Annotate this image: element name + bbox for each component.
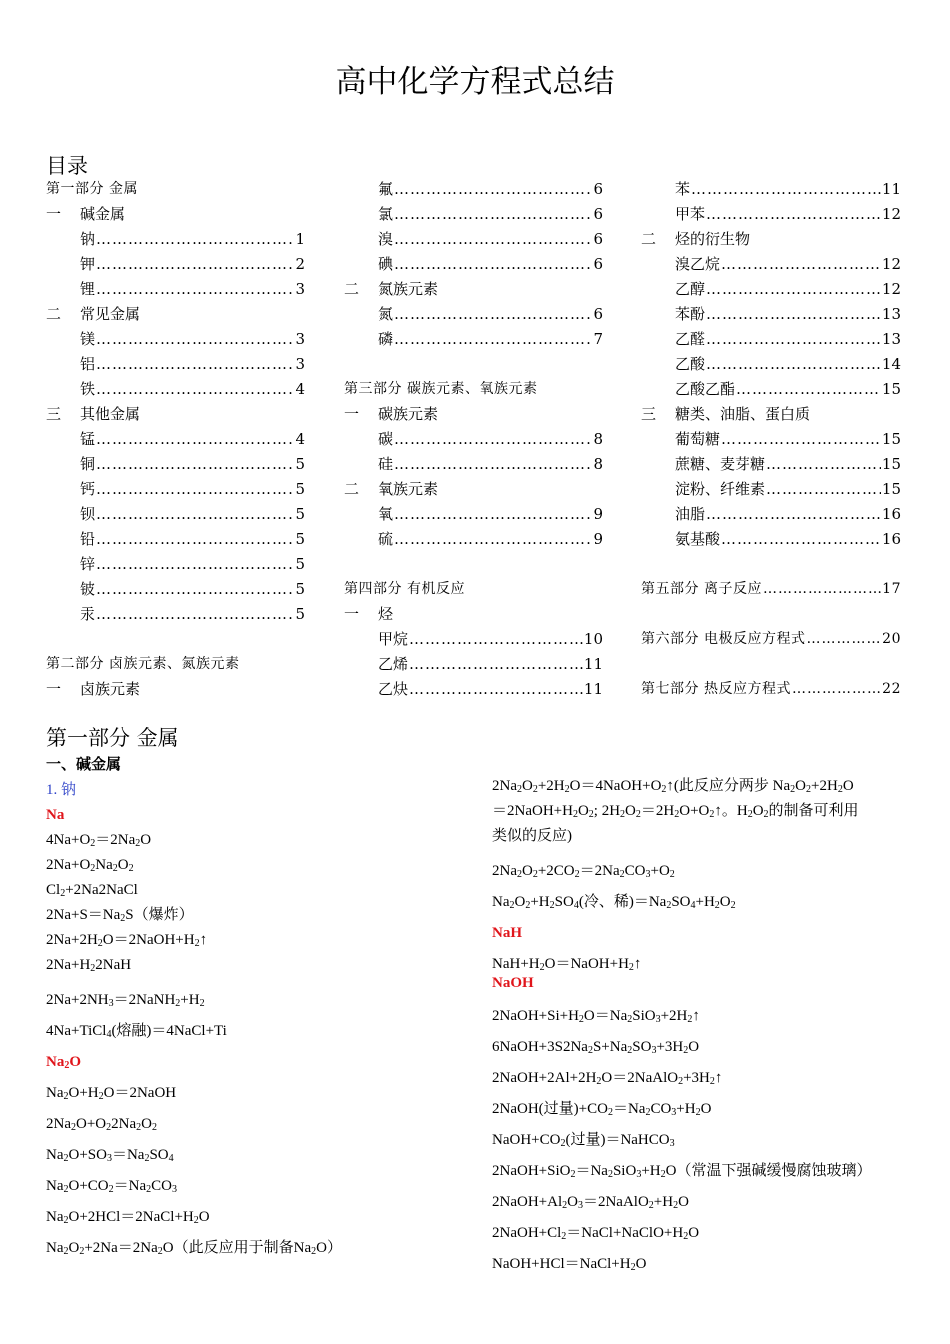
toc-entry-label: 硅 <box>378 455 394 473</box>
toc-leader-dots <box>706 352 881 377</box>
toc-leader-dots <box>706 502 881 527</box>
toc-leader-dots <box>721 252 881 277</box>
toc-page-number: 6 <box>593 230 603 248</box>
toc-part-title: 第二部分 卤族元素、氮族元素 <box>46 656 240 672</box>
toc-entry-label: 钡 <box>80 505 96 523</box>
toc-entry-label: 苯酚 <box>675 305 706 323</box>
section-subheading: 一、碱金属 <box>46 755 122 773</box>
toc-page-number: 5 <box>295 530 305 548</box>
chemical-equation: $NaOH+CO_2$(过量)＝NaHCO$_3$ <box>492 1132 675 1149</box>
toc-leader-dots <box>409 652 583 677</box>
toc-page-number: 5 <box>295 580 305 598</box>
toc-page-number: 8 <box>593 455 603 473</box>
toc-entry-label: 钠 <box>80 230 96 248</box>
toc-entry-label: 乙炔 <box>378 680 409 698</box>
equations-right-column <box>492 774 912 1277</box>
chemical-equation: $Cl_2+2Na2NaCl$ <box>46 882 138 899</box>
toc-group-title <box>344 602 603 627</box>
toc-leader-dots <box>96 277 294 302</box>
toc-group-title <box>46 302 305 327</box>
toc-page-number: 15 <box>881 455 901 473</box>
toc-entry[interactable] <box>344 652 603 677</box>
toc-leader-dots <box>409 627 583 652</box>
toc-group-number: 三 <box>641 405 657 423</box>
toc-leader-dots <box>394 452 592 477</box>
toc-page-number: 5 <box>295 555 305 573</box>
chemical-equation: $2NaOH+2Al+2H_2O=2NaAlO_2+3H_2↑$ <box>492 1070 723 1087</box>
toc-entry[interactable] <box>641 502 901 527</box>
toc-page-number: 11 <box>583 680 603 698</box>
toc-leader-dots <box>766 452 881 477</box>
toc-part-title: 第四部分 有机反应 <box>344 581 465 597</box>
toc-column-2 <box>344 177 603 702</box>
toc-entry-label: 氮 <box>378 305 394 323</box>
chemical-equation: $2Na+S=Na_2S$（爆炸） <box>46 907 194 924</box>
toc-entry-label: 淀粉、纤维素 <box>675 480 766 498</box>
toc-entry[interactable] <box>344 177 603 202</box>
chemical-equation: $Na_2O+2HCl=2NaCl+H_2O$ <box>46 1209 210 1226</box>
toc-page-number: 2 <box>295 255 305 273</box>
toc-leader-dots <box>96 377 294 402</box>
toc-group-number: 二 <box>344 280 360 298</box>
toc-group-label: 烃的衍生物 <box>675 230 751 248</box>
toc-page-number: 16 <box>881 505 901 523</box>
toc-page-number: 12 <box>881 280 901 298</box>
chemical-equation: 类似的反应) <box>492 828 572 844</box>
toc-page-number: 5 <box>295 455 305 473</box>
toc-page-number: 7 <box>593 330 603 348</box>
toc-page-number: 8 <box>593 430 603 448</box>
toc-entry-label: 油脂 <box>675 505 706 523</box>
toc-entry-label: 乙酸乙酯 <box>675 380 736 398</box>
toc-leader-dots <box>721 427 881 452</box>
toc-part-title: 第一部分 金属 <box>46 181 138 197</box>
toc-entry-label: 碘 <box>378 255 394 273</box>
toc-entry[interactable] <box>641 202 901 227</box>
toc-entry[interactable] <box>46 252 305 277</box>
toc-leader-dots <box>706 277 881 302</box>
toc-entry[interactable] <box>641 452 901 477</box>
toc-entry-label: 锂 <box>80 280 96 298</box>
toc-leader-dots <box>394 302 592 327</box>
toc-entry[interactable] <box>46 377 305 402</box>
toc-entry[interactable] <box>46 577 305 602</box>
toc-entry-label: 锰 <box>80 430 96 448</box>
toc-entry-label: 磷 <box>378 330 394 348</box>
toc-spacer <box>641 552 901 577</box>
chemical-equation: $2Na_2O+O_22Na_2O_2$ <box>46 1116 157 1133</box>
chemical-equation: $=2NaOH+H_2O_2$; $2H_2O_2=2H_2O+O_2↑$。$H_2O_2$的制备可利用 <box>492 803 859 820</box>
toc-entry[interactable] <box>344 302 603 327</box>
toc-group-title <box>46 402 305 427</box>
toc-page-number: 9 <box>593 505 603 523</box>
toc-page-number: 6 <box>593 305 603 323</box>
toc-group-number: 三 <box>46 405 62 423</box>
toc-entry[interactable] <box>344 502 603 527</box>
toc-entry[interactable] <box>46 502 305 527</box>
toc-page-number: 5 <box>295 605 305 623</box>
toc-entry[interactable] <box>641 477 901 502</box>
toc-entry[interactable] <box>641 277 901 302</box>
toc-column-1 <box>46 177 305 702</box>
toc-leader-dots <box>96 577 294 602</box>
toc-entry-label: 第六部分 电极反应方程式 <box>641 631 806 647</box>
toc-entry[interactable] <box>344 327 603 352</box>
toc-group-number: 二 <box>641 230 657 248</box>
toc-entry[interactable] <box>344 677 603 702</box>
toc-entry-label: 钾 <box>80 255 96 273</box>
toc-entry-label: 汞 <box>80 605 96 623</box>
toc-page-number: 15 <box>881 380 901 398</box>
toc-page-number: 1 <box>295 230 305 248</box>
toc-page-number: 22 <box>882 681 901 697</box>
toc-group-label: 卤族元素 <box>80 680 141 698</box>
toc-page-number: 9 <box>593 530 603 548</box>
compound-heading: NaH <box>492 925 522 941</box>
toc-leader-dots <box>96 602 294 627</box>
element-heading: 1. 钠 <box>46 782 77 798</box>
toc-leader-dots <box>706 327 881 352</box>
toc-entry[interactable] <box>641 302 901 327</box>
toc-group-title <box>641 402 901 427</box>
toc-leader-dots <box>96 352 294 377</box>
toc-leader-dots <box>394 527 592 552</box>
toc-leader-dots <box>409 677 583 702</box>
toc-page-number: 11 <box>881 180 901 198</box>
toc-entry[interactable] <box>641 252 901 277</box>
toc-page-number: 17 <box>882 581 901 597</box>
toc-page-number: 5 <box>295 505 305 523</box>
compound-heading: Na <box>46 807 65 823</box>
toc-page-number: 5 <box>295 480 305 498</box>
toc-entry-label: 氟 <box>378 180 394 198</box>
toc-page-number: 6 <box>593 205 603 223</box>
toc-spacer <box>641 652 901 677</box>
toc-page-number: 14 <box>881 355 901 373</box>
chemical-equation: $2NaOH+Cl_2=NaCl+NaClO+H_2O$ <box>492 1225 700 1242</box>
toc-group-number: 二 <box>46 305 62 323</box>
toc-group-label: 其他金属 <box>80 405 141 423</box>
toc-entry-label: 乙酸 <box>675 355 706 373</box>
toc-entry-label: 甲苯 <box>675 205 706 223</box>
toc-entry[interactable] <box>46 427 305 452</box>
toc-leader-dots <box>706 302 881 327</box>
toc-leader-dots <box>96 527 294 552</box>
toc-part-entry <box>641 677 901 702</box>
toc-entry-label: 葡萄糖 <box>675 430 721 448</box>
toc-leader-dots <box>763 577 881 602</box>
toc-entry[interactable] <box>641 327 901 352</box>
toc-entry[interactable] <box>641 352 901 377</box>
toc-group-title <box>641 227 901 252</box>
toc-leader-dots <box>394 202 592 227</box>
toc-spacer <box>344 352 603 377</box>
toc-column-3 <box>641 177 901 702</box>
toc-entry[interactable] <box>46 527 305 552</box>
chemical-equation: $2Na+H_22NaH$ <box>46 957 132 974</box>
toc-leader-dots <box>96 452 294 477</box>
toc-leader-dots <box>792 677 881 702</box>
chemical-equation: $2NaOH+Si+H_2O=Na_2SiO_3+2H_2↑$ <box>492 1008 700 1025</box>
toc-page-number: 6 <box>593 180 603 198</box>
toc-group-label: 氧族元素 <box>378 480 439 498</box>
toc-leader-dots <box>96 227 294 252</box>
toc-entry-label: 氧 <box>378 505 394 523</box>
toc-page-number: 4 <box>295 380 305 398</box>
chemical-equation: $Na_2O_2+H_2SO_4$(冷、稀)$=Na_2SO_4+H_2O_2$ <box>492 894 736 911</box>
toc-heading: 目录 <box>46 154 88 178</box>
toc-entry[interactable] <box>46 477 305 502</box>
chemical-equation: 2NaOH(过量)$+CO_2=Na_2CO_3+H_2O$ <box>492 1101 712 1118</box>
toc-leader-dots <box>394 252 592 277</box>
toc-leader-dots <box>96 327 294 352</box>
toc-page-number: 13 <box>881 330 901 348</box>
chemical-equation: $NaH+H_2O=NaOH+H_2↑$ <box>492 956 642 973</box>
toc-leader-dots <box>96 252 294 277</box>
toc-entry-label: 镁 <box>80 330 96 348</box>
toc-group-label: 常见金属 <box>80 305 141 323</box>
toc-entry-label: 氯 <box>378 205 394 223</box>
toc-leader-dots <box>394 227 592 252</box>
toc-page-number: 3 <box>295 355 305 373</box>
toc-entry-label: 氨基酸 <box>675 530 721 548</box>
chemical-equation: 4Na+TiCl$_4$(熔融)＝4NaCl+Ti <box>46 1023 227 1040</box>
toc-leader-dots <box>721 527 881 552</box>
toc-page-number: 13 <box>881 305 901 323</box>
toc-entry[interactable] <box>641 377 901 402</box>
toc-group-title <box>344 277 603 302</box>
chemical-equation: $4Na+O_2=2Na_2O$ <box>46 832 152 849</box>
toc-spacer <box>641 602 901 627</box>
toc-entry[interactable] <box>46 327 305 352</box>
toc-entry-label: 碳 <box>378 430 394 448</box>
toc-entry[interactable] <box>641 527 901 552</box>
toc-page-number: 20 <box>882 631 901 647</box>
toc-entry-label: 第五部分 离子反应 <box>641 581 762 597</box>
toc-entry-label: 甲烷 <box>378 630 409 648</box>
toc-page-number: 4 <box>295 430 305 448</box>
toc-entry[interactable] <box>344 627 603 652</box>
compound-heading: $Na_2O$ <box>46 1054 82 1071</box>
chemical-equation: $NaOH+HCl=NaCl+H_2O$ <box>492 1256 647 1273</box>
toc-page-number: 15 <box>881 480 901 498</box>
toc-leader-dots <box>691 177 881 202</box>
toc-entry[interactable] <box>344 527 603 552</box>
toc-entry[interactable] <box>344 452 603 477</box>
chemical-equation: $2Na+O_2Na_2O_2$ <box>46 857 134 874</box>
toc-group-number: 一 <box>344 605 360 623</box>
toc-entry-label: 乙醇 <box>675 280 706 298</box>
part-heading: 第一部分 金属 <box>46 726 179 750</box>
page-title: 高中化学方程式总结 <box>335 64 615 100</box>
toc-leader-dots <box>96 427 294 452</box>
chemical-equation: $Na_2O+CO_2=Na_2CO_3$ <box>46 1178 177 1195</box>
toc-group-number: 一 <box>344 405 360 423</box>
toc-page-number: 11 <box>583 655 603 673</box>
toc-group-title <box>46 677 305 702</box>
toc-part-entry <box>641 627 901 652</box>
toc-entry-label: 溴 <box>378 230 394 248</box>
toc-entry-label: 铝 <box>80 355 96 373</box>
toc-page-number: 3 <box>295 280 305 298</box>
chemical-equation: $2Na+2H_2O=2NaOH+H_2↑$ <box>46 932 208 949</box>
toc-leader-dots <box>394 177 592 202</box>
toc-part-entry <box>641 577 901 602</box>
toc-entry-label: 硫 <box>378 530 394 548</box>
toc-group-number: 一 <box>46 680 62 698</box>
toc-entry[interactable] <box>46 277 305 302</box>
toc-group-title <box>344 402 603 427</box>
chemical-equation: $Na_2O_2+2Na=2Na_2O$（此反应用于制备$Na_2O$） <box>46 1240 342 1257</box>
toc-page-number: 12 <box>881 255 901 273</box>
equations-left-column <box>46 778 456 1261</box>
toc-group-title <box>46 202 305 227</box>
toc-group-label: 糖类、油脂、蛋白质 <box>675 405 811 423</box>
toc-entry-label: 铍 <box>80 580 96 598</box>
toc-group-title <box>344 477 603 502</box>
toc-entry-label: 溴乙烷 <box>675 255 721 273</box>
toc-part-title: 第三部分 碳族元素、氧族元素 <box>344 381 538 397</box>
toc-entry[interactable] <box>344 252 603 277</box>
toc-entry[interactable] <box>46 602 305 627</box>
toc-entry-label: 蔗糖、麦芽糖 <box>675 455 766 473</box>
toc-entry[interactable] <box>641 177 901 202</box>
toc-entry-label: 铅 <box>80 530 96 548</box>
toc-leader-dots <box>394 502 592 527</box>
toc-group-label: 氮族元素 <box>378 280 439 298</box>
toc-leader-dots <box>736 377 881 402</box>
toc-entry-label: 第七部分 热反应方程式 <box>641 681 791 697</box>
toc-entry[interactable] <box>46 227 305 252</box>
toc-page-number: 6 <box>593 255 603 273</box>
toc-page-number: 10 <box>583 630 603 648</box>
toc-page-number: 15 <box>881 430 901 448</box>
toc-entry[interactable] <box>46 352 305 377</box>
toc-leader-dots <box>394 427 592 452</box>
toc-leader-dots <box>394 327 592 352</box>
toc-page-number: 12 <box>881 205 901 223</box>
toc-group-number: 二 <box>344 480 360 498</box>
toc-leader-dots <box>806 627 881 652</box>
toc-entry[interactable] <box>46 552 305 577</box>
toc-page-number: 16 <box>881 530 901 548</box>
toc-group-label: 碳族元素 <box>378 405 439 423</box>
toc-entry-label: 乙醛 <box>675 330 706 348</box>
toc-leader-dots <box>766 477 881 502</box>
chemical-equation: $Na_2O+H_2O=2NaOH$ <box>46 1085 177 1102</box>
toc-entry[interactable] <box>46 452 305 477</box>
toc-entry-label: 铜 <box>80 455 96 473</box>
chemical-equation: $6NaOH+3S2Na_2S+Na_2SO_3+3H_2O$ <box>492 1039 700 1056</box>
toc-entry-label: 苯 <box>675 180 691 198</box>
toc-group-label: 烃 <box>378 605 394 623</box>
toc-leader-dots <box>96 552 294 577</box>
toc-spacer <box>344 552 603 577</box>
toc-entry-label: 钙 <box>80 480 96 498</box>
chemical-equation: $2NaOH+SiO_2=Na_2SiO_3+H_2O$（常温下强碱缓慢腐蚀玻璃） <box>492 1163 872 1180</box>
toc-leader-dots <box>706 202 881 227</box>
toc-group-number: 一 <box>46 205 62 223</box>
compound-heading: NaOH <box>492 975 534 991</box>
toc-group-label: 碱金属 <box>80 205 126 223</box>
toc-leader-dots <box>96 502 294 527</box>
toc-spacer <box>46 627 305 652</box>
toc-entry[interactable] <box>344 227 603 252</box>
toc-entry[interactable] <box>641 427 901 452</box>
toc-entry-label: 铁 <box>80 380 96 398</box>
toc-entry[interactable] <box>344 202 603 227</box>
toc-entry-label: 锌 <box>80 555 96 573</box>
chemical-equation: $2Na+2NH_3=2NaNH_2+H_2$ <box>46 992 205 1009</box>
chemical-equation: $2Na_2O_2+2CO_2=2Na_2CO_3+O_2$ <box>492 863 675 880</box>
chemical-equation: $Na_2O+SO_3=Na_2SO_4$ <box>46 1147 174 1164</box>
toc-entry-label: 乙烯 <box>378 655 409 673</box>
chemical-equation: $2Na_2O_2+2H_2O=4NaOH+O_2↑$(此反应分两步 $Na_2O_2+2H_2O$ <box>492 778 854 795</box>
chemical-equation: $2NaOH+Al_2O_3=2NaAlO_2+H_2O$ <box>492 1194 689 1211</box>
toc-leader-dots <box>96 477 294 502</box>
toc-page-number: 3 <box>295 330 305 348</box>
toc-entry[interactable] <box>344 427 603 452</box>
